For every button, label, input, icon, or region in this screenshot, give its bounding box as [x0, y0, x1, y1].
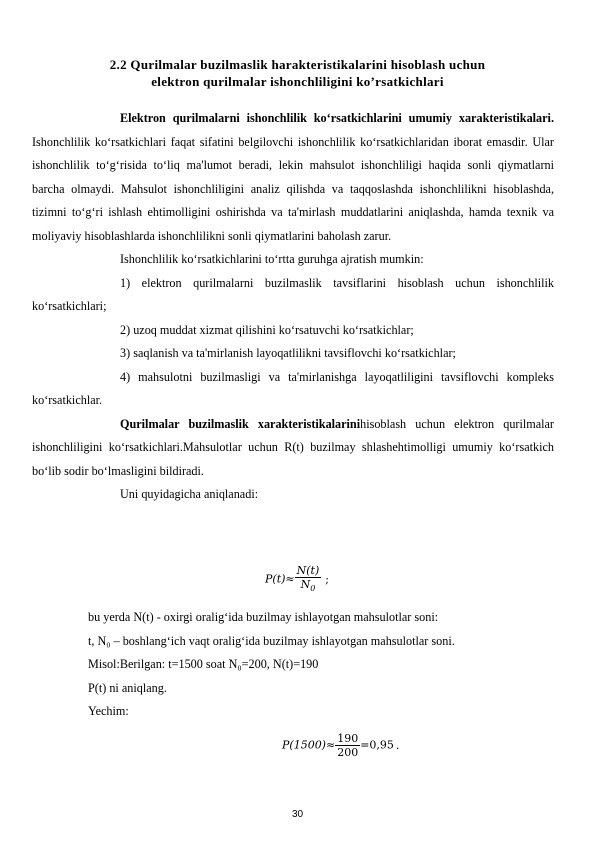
- formula-denominator-subscript: 0: [310, 584, 316, 594]
- example-task: P(t) ni aniqlang.: [88, 680, 167, 695]
- paragraph-definition-intro: Uni quyidagicha aniqlanadi:: [120, 487, 259, 501]
- paragraph-intro: [32, 107, 554, 248]
- list-item-2: 2) uzoq muddat xizmat qilishini ko‘rsatuvchi ko‘rsatkichlar;: [120, 322, 414, 337]
- solution-label: Yechim:: [88, 704, 129, 718]
- list-item-4: 4) mahsulotni buzilmasligi va ta'mirlanishga layoqatliligini tavsiflovchi kompleks ko‘rsatkichlar.: [32, 369, 554, 407]
- section-heading: [60, 56, 535, 90]
- formula-denominator-base: N: [300, 578, 311, 591]
- solution-rhs: =0,95: [360, 738, 394, 752]
- page-number: 30: [291, 809, 304, 820]
- formula-numerator: N(t): [296, 564, 320, 577]
- list-item-3: 3) saqlanish va ta'mirlanish layoqatlilikni tavsiflovchi ko‘rsatkichlar;: [120, 346, 456, 360]
- probability-formula: [265, 564, 329, 595]
- heading-line-1: 2.2 Qurilmalar buzilmaslik harakteristikalarini hisoblash uchun: [109, 57, 486, 72]
- intro-bold-lead: Elektron qurilmalarni ishonchlilik ko‘rsatkichlarini umumiy xarakteristikalari.: [120, 111, 554, 125]
- characteristics-bold-lead: Qurilmalar buzilmaslik xarakteristikalarini: [120, 416, 361, 431]
- intro-text: Ishonchlilik ko‘rsatkichlari faqat sifatini belgilovchi ishonchlilik ko‘rsatkichlaridan iborat emasdir. Ular ishonchlilik to‘g‘risida to‘liq ma'lumot beradi, lekin mahsulot ishonchliligi haqida sonli qiymatlarni barcha olmaydi. Mahsulot ishonchliligini analiz qilishda va taqqoslashda ishonchlilikni hisoblashda, tizimni to‘g‘ri ishlash ehtimolligini oshirishda va ta'mirlash muddatlarini aniqlashda, hamda texnik va moliyaviy hisoblashlarda ishonchlilikni sonli qiymatlarini baholash zarur.: [32, 134, 554, 243]
- formula-lhs: P(t)≈: [265, 572, 295, 586]
- document-body: [32, 107, 554, 507]
- characteristics-text: hisoblash uchun elektron qurilmalar ishonchliligini ko‘rsatkichlari.Mahsulotlar uchun R(t) buzilmay shlashehtimolligi umumiy ko‘rsatkich bo‘lib sodir bo‘lmasligini bildiradi.: [32, 416, 554, 478]
- paragraph-groups: Ishonchlilik ko‘rsatkichlarini to‘rtta guruhga ajratish mumkin:: [120, 252, 424, 266]
- after-formula-text: [88, 606, 558, 724]
- solution-tail: .: [395, 738, 400, 752]
- formula-denominator: [295, 578, 322, 595]
- solution-numerator: 190: [337, 732, 359, 745]
- definition-nt: bu yerda N(t) - oxirgi oralig‘ida buzilmay ishlayotgan mahsulotlar soni:: [88, 610, 439, 624]
- paragraph-characteristics: [32, 413, 554, 484]
- definition-n0: t, N₀ – boshlang‘ich vaqt oralig‘ida buzilmay ishlayotgan mahsulotlar soni.: [88, 633, 455, 648]
- solution-denominator: 200: [337, 746, 359, 759]
- solution-formula: [282, 732, 399, 759]
- formula-tail: ;: [325, 572, 329, 586]
- example-given: Misol:Berilgan: t=1500 soat N₀=200, N(t)=190: [88, 657, 319, 671]
- heading-line-2: elektron qurilmalar ishonchliligini ko’rsatkichlari: [151, 74, 444, 89]
- list-item-1: 1) elektron qurilmalarni buzilmaslik tavsiflarini hisoblash uchun ishonchlilik ko‘rsatkichlari;: [32, 275, 554, 313]
- solution-fraction: [335, 732, 360, 759]
- solution-lhs: P(1500)≈: [282, 738, 336, 752]
- formula-fraction: [295, 564, 322, 595]
